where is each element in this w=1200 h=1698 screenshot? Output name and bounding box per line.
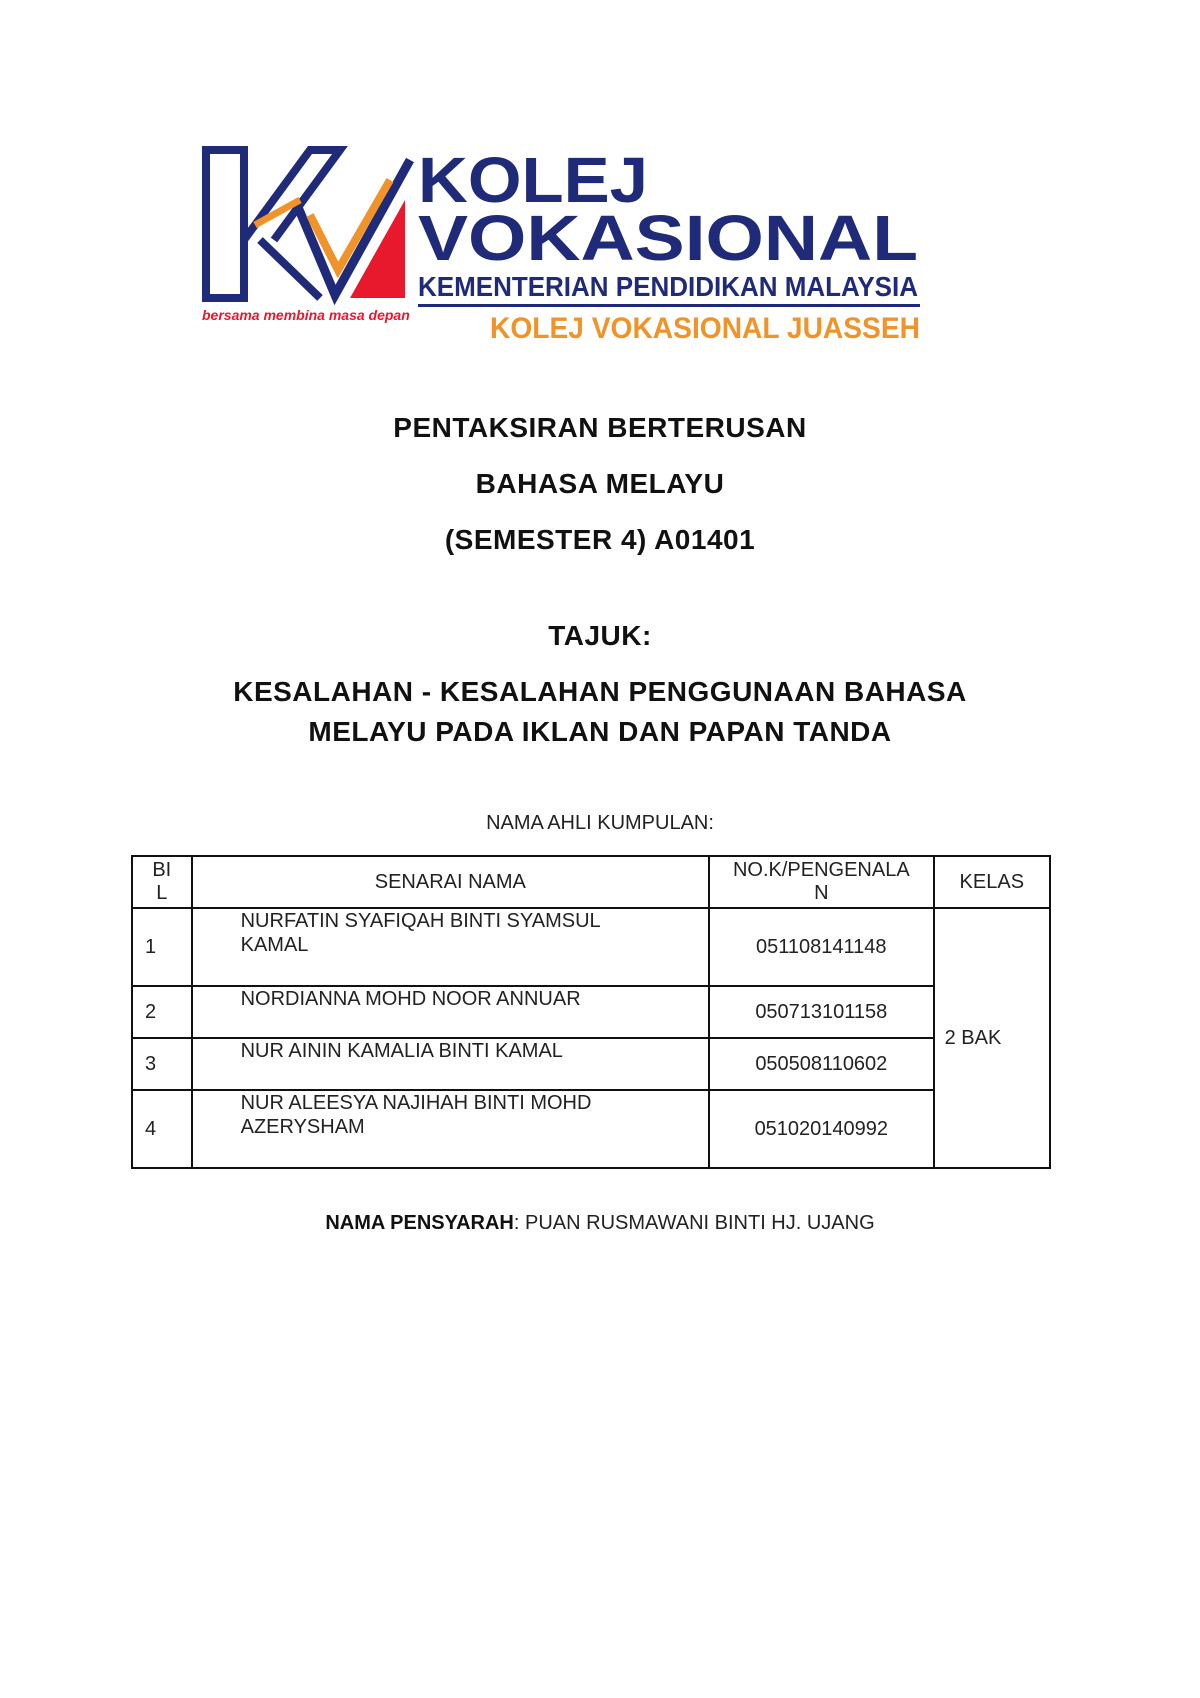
lecturer-name: PUAN RUSMAWANI BINTI HJ. UJANG	[525, 1212, 875, 1234]
table-row	[132, 1038, 1050, 1090]
logo-k-stem	[206, 150, 244, 298]
college-logo	[200, 140, 1020, 355]
row-name: NUR ALEESYA NAJIHAH BINTI MOHD AZERYSHAM	[192, 1090, 709, 1168]
row-ic: 051020140992	[709, 1090, 934, 1168]
logo-line-kolej: KOLEJ	[418, 144, 648, 216]
subject-title: BAHASA MELAYU	[475, 468, 725, 499]
row-ic: 050713101158	[709, 986, 934, 1038]
row-name: NURFATIN SYAFIQAH BINTI SYAMSUL KAMAL	[192, 908, 709, 986]
header-name: SENARAI NAMA	[192, 856, 709, 908]
row-name: NORDIANNA MOHD NOOR ANNUAR	[192, 986, 709, 1038]
lecturer-label: NAMA PENSYARAH	[325, 1212, 514, 1234]
table-row	[132, 1090, 1050, 1168]
topic-line-2: MELAYU PADA IKLAN DAN PAPAN TANDA	[308, 716, 892, 747]
logo-line-vokasional: VOKASIONAL	[418, 202, 918, 274]
row-bil: 3	[132, 1038, 192, 1090]
semester-title: (SEMESTER 4) A01401	[444, 524, 756, 555]
row-bil: 2	[132, 986, 192, 1038]
topic-label: TAJUK:	[548, 620, 652, 651]
header-kelas: KELAS	[934, 856, 1050, 908]
table-row	[132, 908, 1050, 986]
kelas-cell: 2 BAK	[934, 908, 1050, 1168]
members-table	[131, 855, 1051, 1169]
topic-line-1: KESALAHAN - KESALAHAN PENGGUNAAN BAHASA	[233, 676, 967, 707]
table-row	[132, 986, 1050, 1038]
lecturer-colon: :	[513, 1212, 525, 1234]
row-ic: 050508110602	[709, 1038, 934, 1090]
row-bil: 1	[132, 908, 192, 986]
logo-line-kementerian: KEMENTERIAN PENDIDIKAN MALAYSIA	[418, 271, 918, 302]
row-ic: 051108141148	[709, 908, 934, 986]
logo-line-juasseh: KOLEJ VOKASIONAL JUASSEH	[490, 312, 920, 345]
kv-logo-graphic	[200, 140, 1020, 355]
members-label: NAMA AHLI KUMPULAN:	[486, 812, 714, 834]
table-header-row	[132, 856, 1050, 908]
header-bil: BI L	[132, 856, 192, 908]
lecturer-line	[0, 1212, 1200, 1235]
logo-slogan: bersama membina masa depan	[202, 307, 410, 323]
row-bil: 4	[132, 1090, 192, 1168]
assessment-title: PENTAKSIRAN BERTERUSAN	[393, 412, 807, 443]
logo-divider	[418, 304, 920, 307]
row-name: NUR AININ KAMALIA BINTI KAMAL	[192, 1038, 709, 1090]
header-ic: NO.K/PENGENALA N	[709, 856, 934, 908]
